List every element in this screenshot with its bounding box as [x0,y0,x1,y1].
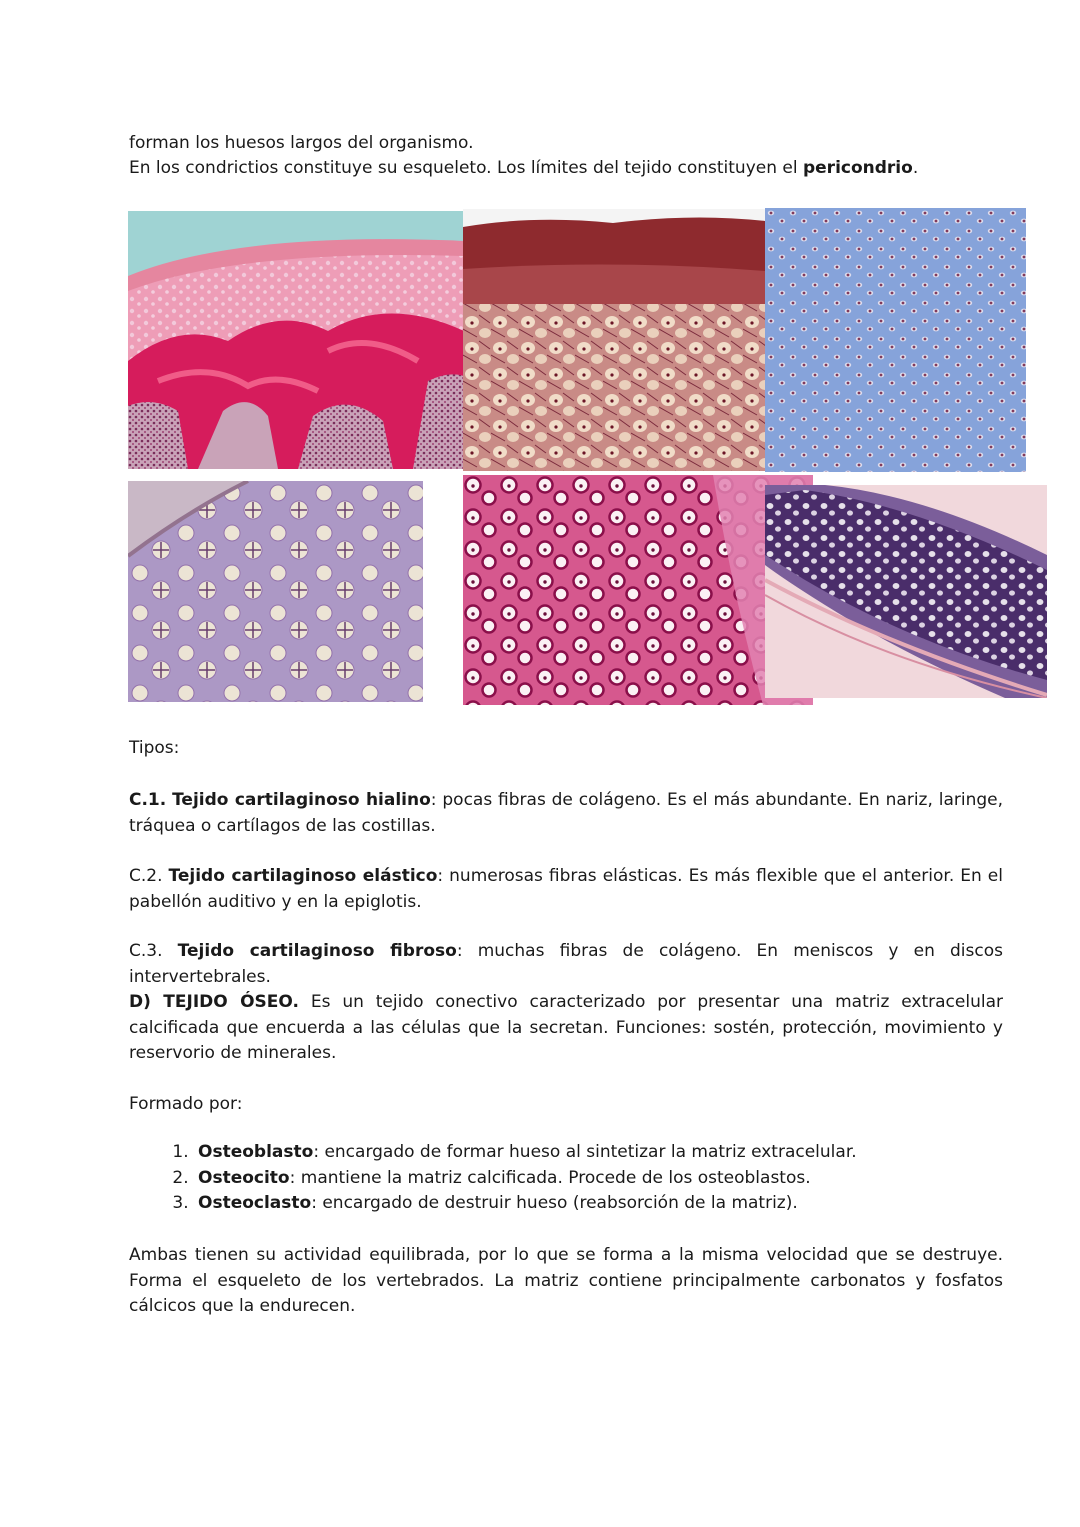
type-c1: C.1. Tejido cartilaginoso hialino: pocas fibras de colágeno. Es el más abundante. En nariz, laringe, tráquea o cartílagos de las costillas. [129,790,1004,836]
micrograph-4 [128,481,423,702]
bone-title: D) TEJIDO ÓSEO. [129,992,299,1012]
list-item: 3. Osteoclasto: encargado de destruir hueso (reabsorción de la matriz). [194,1191,857,1217]
micrograph-3 [765,208,1026,472]
closing-paragraph: Ambas tienen su actividad equilibrada, por lo que se forma a la misma velocidad que se destruye. Forma el esqueleto de los vertebrados. La matriz contiene principalmente carbonatos y fosfatos cálcicos que la endurecen. [129,1245,1003,1316]
micrograph-1 [128,211,464,469]
intro-line-1: forman los huesos largos del organismo. [129,133,474,153]
intro-line-2: En los condrictios constituye su esqueleto. Los límites del tejido constituyen el pericondrio. [129,158,919,178]
micrograph-2 [463,209,765,471]
formed-by: Formado por: [129,1094,243,1114]
micrograph-5 [463,475,813,705]
list-item: 2. Osteocito: mantiene la matriz calcificada. Procede de los osteoblastos. [194,1166,857,1192]
type-c3: C.3. Tejido cartilaginoso fibroso: muchas fibras de colágeno. En meniscos y en discos intervertebrales. [129,941,1003,987]
term-pericondrio: pericondrio [802,158,913,178]
bone-paragraph: D) TEJIDO ÓSEO. Es un tejido conectivo caracterizado por presentar una matriz extracelular calcificada que encuerda a las células que la secretan. Funciones: sostén, protección, movimiento y reservorio de minerales. [129,992,1003,1063]
micrograph-6 [765,485,1047,698]
types-heading: Tipos: [129,738,180,758]
bone-cells-list [160,1140,857,1217]
list-item: 1. Osteoblasto: encargado de formar hueso al sintetizar la matriz extracelular. [194,1140,857,1166]
type-c2: C.2. Tejido cartilaginoso elástico: numerosas fibras elásticas. Es más flexible que el anterior. En el pabellón auditivo y en la epiglotis. [129,866,1003,912]
